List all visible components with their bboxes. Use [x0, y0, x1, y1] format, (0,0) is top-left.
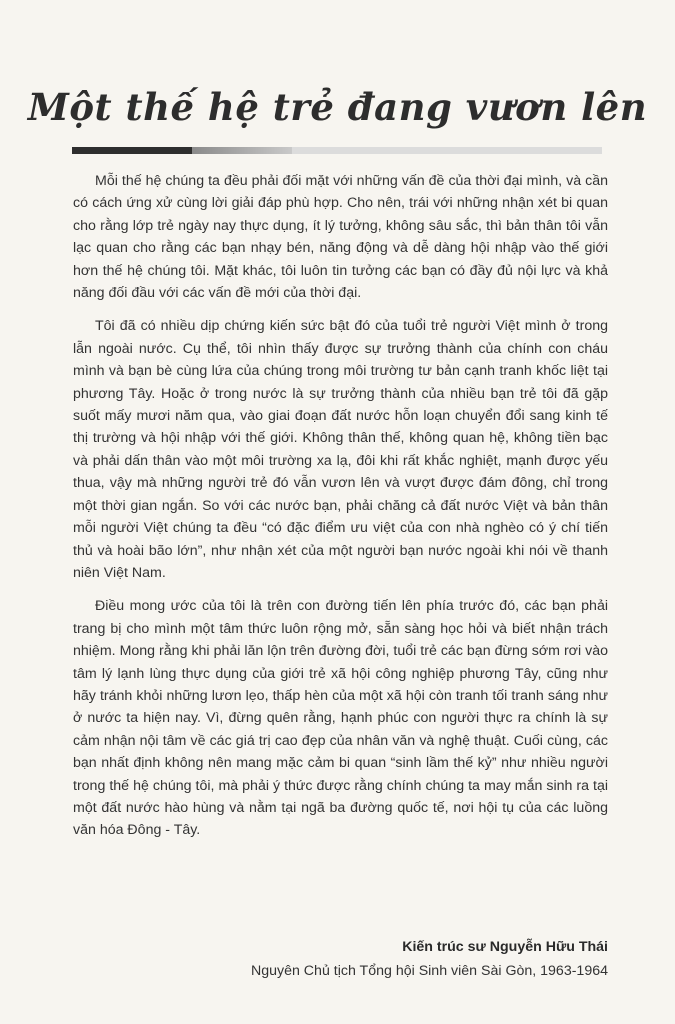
divider-light-segment: [292, 147, 602, 154]
divider-dark-segment: [72, 147, 192, 154]
paragraph-2: Tôi đã có nhiều dịp chứng kiến sức bật đó của tuổi trẻ người Việt mình ở trong lẫn ngoài nước. Cụ thể, tôi nhìn thấy được sự trưởng thành của chính con cháu mình và bạn bè cùng lứa của chúng trong môi trường tư bản cạnh tranh khốc liệt tại phương Tây. Hoặc ở trong nước là sự trưởng thành của nhiều bạn trẻ tôi đã gặp suốt mấy mươi năm qua, vào giai đoạn đất nước hỗn loạn chuyển đổi sang kinh tế thị trường và hội nhập với thế giới. Không thân thế, không quan hệ, không tiền bạc và phải dấn thân vào một môi trường xa lạ, đôi khi rất khắc nghiệt, mạnh được yếu thua, vậy mà những người trẻ đó vẫn vươn lên và vượt được đám đông, chỉ trong một thời gian ngắn. So với các nước bạn, phải chăng cả đất nước Việt và bản thân mỗi người Việt chúng ta đều “có đặc điểm ưu việt của con nhà nghèo có ý chí tiến thủ và hoài bão lớn”, như nhận xét của một người bạn nước ngoài khi nói về thanh niên Việt Nam.: [73, 318, 608, 581]
paragraph-3: Điều mong ước của tôi là trên con đường tiến lên phía trước đó, các bạn phải trang bị cho mình một tâm thức luôn rộng mở, sẵn sàng học hỏi và biết nhận trách nhiệm. Mong rằng khi phải lăn lộn trên đường đời, tuổi trẻ các bạn đừng sớm rơi vào tâm lý lạnh lùng thực dụng của giới trẻ xã hội công nghiệp phương Tây, cũng như hãy tránh khỏi những lươn lẹo, thấp hèn của một xã hội còn tranh tối tranh sáng như ở nước ta hiện nay. Vì, đừng quên rằng, hạnh phúc con người thực ra chính là sự cảm nhận nội tâm về các giá trị cao đẹp của nhân văn và nghệ thuật. Cuối cùng, các bạn nhất định không nên mang mặc cảm bi quan “sinh lầm thế kỷ” như nhiều người trong thế hệ chúng tôi, mà phải ý thức được rằng chính chúng ta may mắn sinh ra tại một đất nước hào hùng và nằm tại ngã ba đường quốc tế, nơi hội tụ của các luồng văn hóa Đông - Tây.: [73, 598, 608, 839]
paragraph-1: Mỗi thế hệ chúng ta đều phải đối mặt với những vấn đề của thời đại mình, và cần có cách ứng xử cùng lời giải đáp phù hợp. Cho nên, trái với những nhận xét bi quan cho rằng lớp trẻ ngày nay thực dụng, ít lý tưởng, không sâu sắc, thì bản thân tôi vẫn lạc quan cho rằng các bạn nhạy bén, năng động và dễ dàng hội nhập vào thế giới hơn thế hệ chúng tôi. Mặt khác, tôi luôn tin tưởng các bạn có đầy đủ nội lực và khả năng đối đầu với các vấn đề mới của thời đại.: [73, 173, 608, 302]
page-title: Một thế hệ trẻ đang vươn lên: [27, 85, 648, 129]
signature-block: [251, 935, 608, 983]
divider-gradient-segment: [192, 147, 292, 154]
article-body: [73, 170, 608, 853]
author-role: Nguyên Chủ tịch Tổng hội Sinh viên Sài Gòn, 1963-1964: [250, 963, 608, 979]
title-divider: [72, 147, 602, 154]
author-name: Kiến trúc sư Nguyễn Hữu Thái: [402, 939, 608, 955]
